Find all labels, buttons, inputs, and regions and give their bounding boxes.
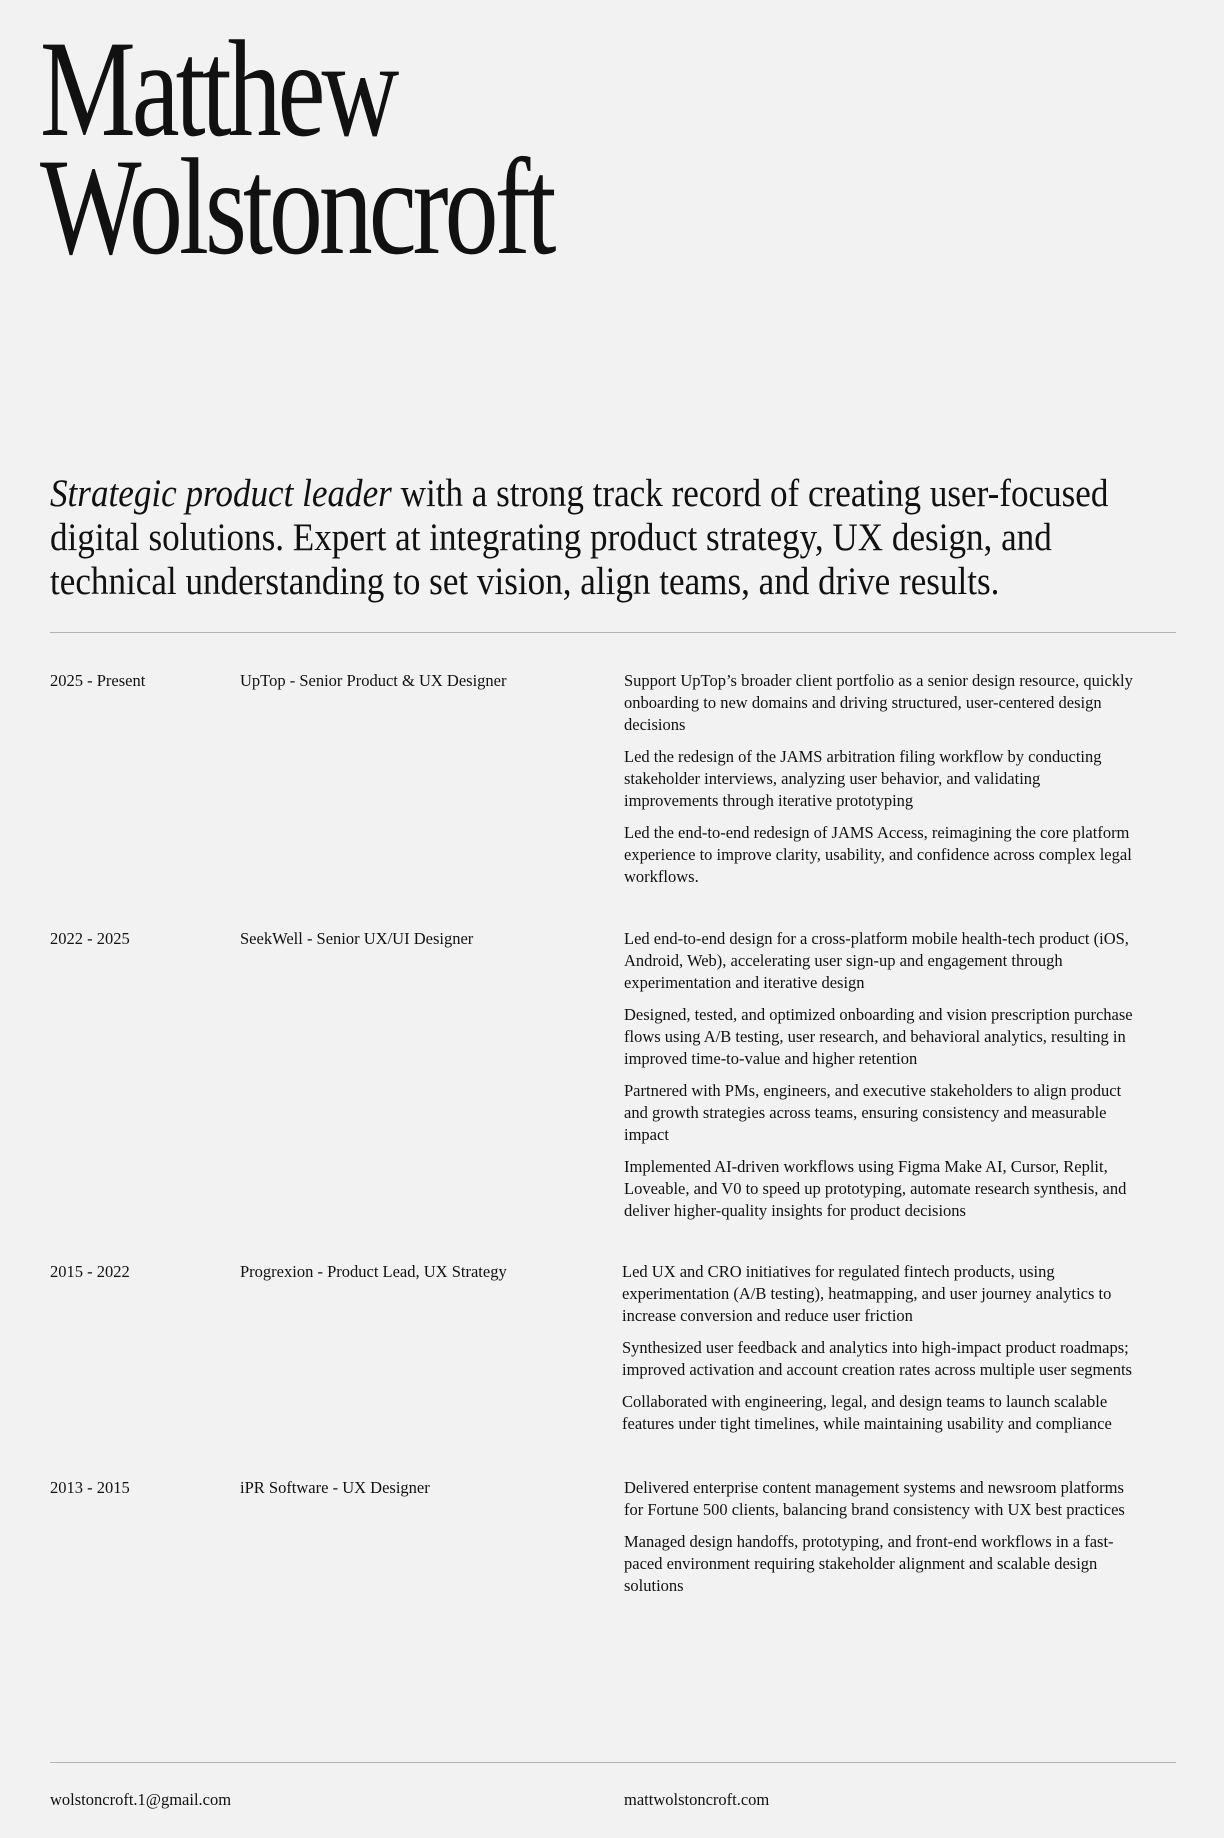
experience-bullet: Synthesized user feedback and analytics into high-impact product roadmaps; improved activation and account creation rates across multiple user segments: [622, 1338, 1132, 1379]
experience-role: Progrexion - Product Lead, UX Strategy: [240, 1262, 507, 1281]
experience-role: UpTop - Senior Product & UX Designer: [240, 671, 507, 690]
top-divider: [50, 632, 1176, 633]
experience-bullets: [624, 928, 1134, 1232]
summary-statement: [50, 472, 1166, 604]
bottom-divider: [50, 1762, 1176, 1763]
experience-bullet: Designed, tested, and optimized onboarding and vision prescription purchase flows using A/B testing, user research, and behavioral analytics, resulting in improved time-to-value and higher retention: [624, 1005, 1133, 1068]
experience-bullet: Managed design handoffs, prototyping, and front-end workflows in a fast-paced environment requiring stakeholder alignment and scalable design solutions: [624, 1532, 1114, 1595]
experience-years: 2025 - Present: [50, 671, 146, 690]
email-link[interactable]: wolstoncroft.1@gmail.com: [50, 1790, 232, 1809]
experience-bullet: Support UpTop’s broader client portfolio as a senior design resource, quickly onboarding to new domains and driving structured, user-centered design decisions: [624, 671, 1133, 734]
experience-bullet: Collaborated with engineering, legal, and design teams to launch scalable features under tight timelines, while maintaining usability and compliance: [622, 1392, 1112, 1433]
experience-bullet: Led UX and CRO initiatives for regulated fintech products, using experimentation (A/B testing), heatmapping, and user journey analytics to increase conversion and reduce user friction: [622, 1262, 1112, 1325]
experience-years: 2013 - 2015: [50, 1478, 130, 1497]
experience-role: SeekWell - Senior UX/UI Designer: [240, 929, 474, 948]
experience-bullets: [622, 1261, 1138, 1445]
experience-years: 2022 - 2025: [50, 929, 130, 948]
first-name: Matthew: [40, 12, 396, 165]
experience-bullet: Led the redesign of the JAMS arbitration filing workflow by conducting stakeholder interviews, analyzing user behavior, and validating improvements through iterative prototyping: [624, 747, 1102, 810]
experience-bullets: [624, 1477, 1134, 1607]
experience-bullet: Delivered enterprise content management systems and newsroom platforms for Fortune 500 clients, balancing brand consistency with UX best practices: [624, 1478, 1125, 1519]
summary-emphasis: Strategic product leader: [50, 472, 392, 515]
experience-bullets: [624, 670, 1134, 898]
summary-text: with a strong track record of creating user-focused digital solutions. Expert at integrating product strategy, UX design, and technical understanding to set vision, align teams, and drive results.: [50, 472, 1109, 603]
experience-bullet: Led the end-to-end redesign of JAMS Access, reimagining the core platform experience to improve clarity, usability, and confidence across complex legal workflows.: [624, 823, 1132, 886]
experience-bullet: Led end-to-end design for a cross-platform mobile health-tech product (iOS, Android, Web), accelerating user sign-up and engagement through experimentation and iterative design: [624, 929, 1129, 992]
experience-bullet: Implemented AI-driven workflows using Figma Make AI, Cursor, Replit, Loveable, and V0 to speed up prototyping, automate research synthesis, and deliver higher-quality insights for product decisions: [624, 1157, 1127, 1220]
experience-role: iPR Software - UX Designer: [240, 1478, 430, 1497]
last-name: Wolstoncroft: [40, 130, 553, 283]
name-heading: [40, 12, 553, 283]
website-link[interactable]: mattwolstoncroft.com: [624, 1790, 770, 1809]
experience-years: 2015 - 2022: [50, 1262, 130, 1281]
experience-bullet: Partnered with PMs, engineers, and executive stakeholders to align product and growth strategies across teams, ensuring consistency and measurable impact: [624, 1081, 1122, 1144]
